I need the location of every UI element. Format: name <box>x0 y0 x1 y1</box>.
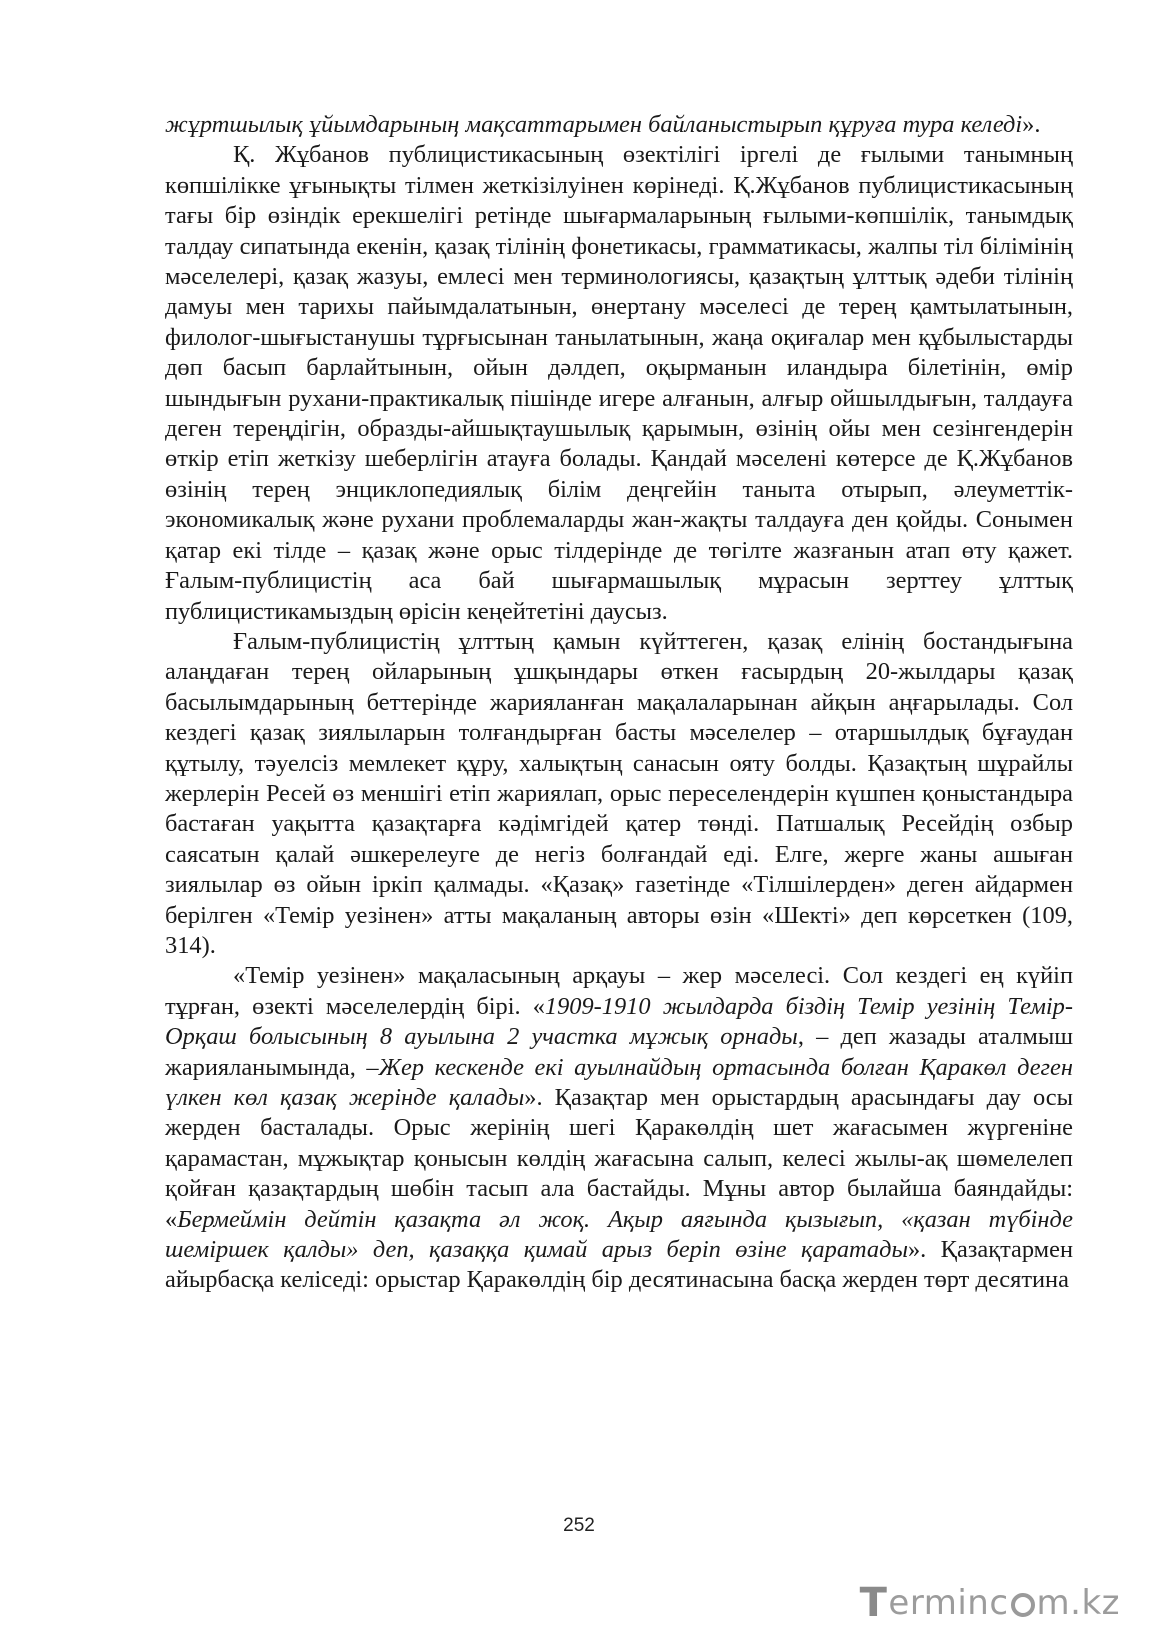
document-body <box>165 110 1073 1296</box>
text-fragment: ». Қазақтармен айырбасқа келіседі: орыстар Қаракөлдің бір десятинасына басқа жерден төрт десятина <box>165 1236 1074 1294</box>
quote-fragment: Бермеймін дейтін қазақта әл жоқ. Ақыр аяғында қызығып, «қазан түбінде шеміршек қалды» деп, қазаққа қимай арыз беріп өзіне қаратады <box>165 1205 1073 1264</box>
watermark-middle: erminc <box>888 1583 1009 1623</box>
paragraph-1 <box>165 110 1073 140</box>
page-number: 252 <box>563 1515 595 1536</box>
watermark-end: m.kz <box>1036 1583 1120 1623</box>
text-fragment: Ғалым-публицистің ұлттың қамын күйттеген, қазақ елінің бостандығына алаңдаған терең ойларының ұшқындары өткен ғасырдың 20-жылдары қазақ басылымдарының беттерінде жарияланған мақалаларынан айқын аңғарылады. Сол кездегі қазақ зиялыларын толғандырған басты мәселелер – отаршылдық бұғаудан құтылу, тәуелсіз мемлекет құру, халықтың санасын ояту болды. Қазақтың шұрайлы жерлерін Ресей өз меншігі етіп жариялап, орыс переселендерін күшпен қоныстандыра бастаған уақытта қазақтарға кәдімгідей қатер төнді. Патшалық Ресейдің озбыр саясатын қалай әшкерелеуге де негіз болғандай еді. Елге, жерге жаны ашыған зиялылар өз ойын іркіп қалмады. «Қазақ» газетінде «Тілшілерден» деген айдармен берілген «Темір уезінен» атты мақаланың авторы өзін «Шекті» деп көрсеткен (109, 314). <box>165 627 1073 959</box>
quote-fragment: 1909-1910 жылдарда біздің Темір уезінің Темір-Орқаш болысының 8 ауылына 2 участка мұжық орнады <box>165 992 1073 1051</box>
termincom-watermark-logo <box>859 1580 1120 1626</box>
paragraph-3 <box>165 627 1073 961</box>
text-fragment: ». <box>1022 111 1041 138</box>
paragraph-2 <box>165 140 1073 627</box>
watermark-t: T <box>859 1580 888 1626</box>
quote-fragment: Жер кескенде екі ауылнайдың ортасында болған Қаракөл деген үлкен көл қазақ жерінде қалады <box>165 1053 1073 1111</box>
text-fragment: , – деп жазады аталмыш жарияланымында, – <box>165 1023 1073 1081</box>
quote-fragment: жұртшылық ұйымдарының мақсаттарымен байланыстырып құруға тура келеді <box>165 111 1023 138</box>
paragraph-4 <box>165 961 1073 1295</box>
text-fragment: Қ. Жұбанов публицистикасының өзектілігі іргелі де ғылыми танымның көпшілікке ұғынықты тілмен жеткізілуінен көрінеді. Қ.Жұбанов публицистикасының тағы бір өзіндік ерекшелігі ретінде шығармаларының ғылыми-көпшілік, танымдық талдау сипатында екенін, қазақ тілінің фонетикасы, грамматикасы, жалпы тіл білімінің мәселелері, қазақ жазуы, емлесі мен терминологиясы, қазақтың ұлттық әдеби тілінің дамуы мен тарихы пайымдалатынын, өнертану мәселесі де терең қамтылатынын, филолог-шығыстанушы тұрғысынан танылатынын, жаңа оқиғалар мен құбылыстарды дөп басып барлайтынын, ойын дәлдеп, оқырманын иландыра білетінін, өмір шындығын рухани-практикалық пішінде игере алғанын, алғыр ойшылдығын, талдауға деген тереңдігін, образды-айшықтаушылық қарымын, өзінің ойы мен сезінгендерін өткір етіп жеткізу шеберлігін атауға болады. Қандай мәселені көтерсе де Қ.Жұбанов өзінің терең энциклопедиялық білім деңгейін таныта отырып, әлеуметтік-экономикалық және рухани проблемаларды жан-жақты талдауға ден қойды. Сонымен қатар екі тілде – қазақ және орыс тілдерінде де төгілте жазғанын атап өту қажет. Ғалым-публицистің аса бай шығармашылық мұрасын зерттеу ұлттық публицистикамыздың өрісін кеңейтетіні даусыз. <box>165 141 1073 625</box>
watermark-circle-icon <box>1011 1593 1035 1617</box>
text-fragment: ». Қазақтар мен орыстардың арасындағы дау осы жерден басталады. Орыс жерінің шегі Қаракөлдің шет жағасымен жүргеніне қарамастан, мұжықтар қонысын көлдің жағасына салып, келесі жылы-ақ шөмелелеп қойған қазақтардың шөбін тасып ала бастайды. Мұны автор былайша баяндайды: « <box>165 1084 1073 1233</box>
text-fragment: «Темір уезінен» мақаласының арқауы – жер мәселесі. Сол кездегі ең күйіп тұрған, өзекті мәселелердің бірі. « <box>165 962 1073 1020</box>
